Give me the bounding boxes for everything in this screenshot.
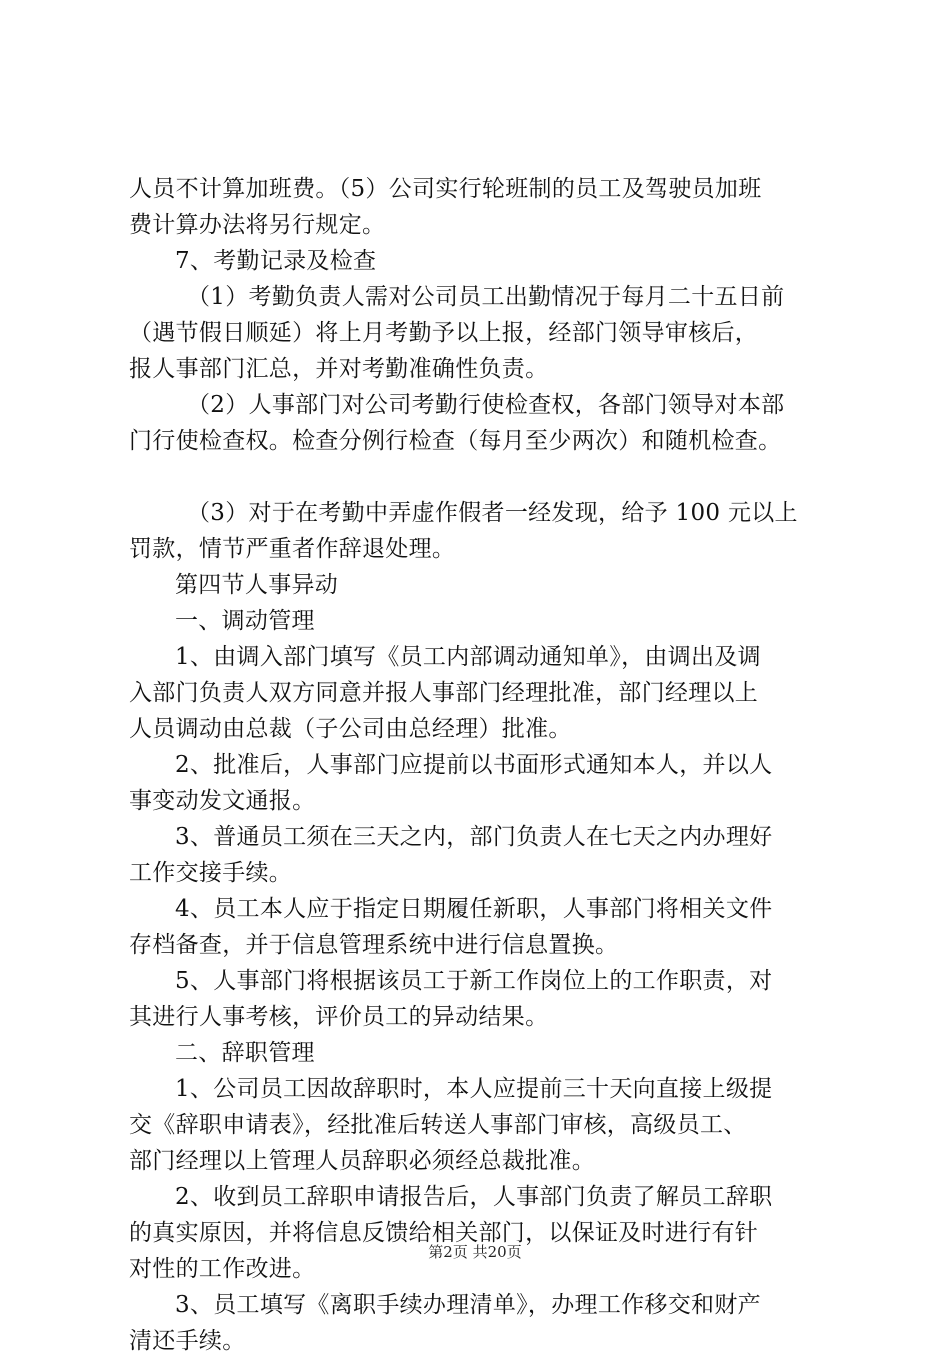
text-line: （3）对于在考勤中弄虚作假者一经发现，给予 100 元以上 bbox=[187, 500, 798, 526]
subsection-heading: 一、调动管理 bbox=[175, 608, 315, 634]
section-heading: 第四节人事异动 bbox=[175, 572, 339, 598]
section-heading: 7、考勤记录及检查 bbox=[175, 248, 377, 274]
text-line: 工作交接手续。 bbox=[129, 860, 293, 886]
text-line: 清还手续。 bbox=[129, 1328, 246, 1354]
text-line: 人员调动由总裁（子公司由总经理）批准。 bbox=[129, 716, 572, 742]
text-line: 人员不计算加班费。（5）公司实行轮班制的员工及驾驶员加班 bbox=[129, 176, 762, 202]
subsection-heading: 二、辞职管理 bbox=[175, 1040, 315, 1066]
blank-line bbox=[129, 459, 841, 495]
text-line: 1、公司员工因故辞职时，本人应提前三十天向直接上级提 bbox=[175, 1076, 773, 1102]
text-line: 2、收到员工辞职申请报告后，人事部门负责了解员工辞职 bbox=[175, 1184, 773, 1210]
text-line: （1）考勤负责人需对公司员工出勤情况于每月二十五日前 bbox=[187, 284, 785, 310]
text-line: 的真实原因，并将信息反馈给相关部门，以保证及时进行有针 bbox=[129, 1220, 759, 1246]
text-line: 报人事部门汇总，并对考勤准确性负责。 bbox=[129, 356, 549, 382]
text-line: 1、由调入部门填写《员工内部调动通知单》，由调出及调 bbox=[175, 644, 761, 670]
text-line: 4、员工本人应于指定日期履任新职，人事部门将相关文件 bbox=[175, 896, 773, 922]
text-line: （遇节假日顺延）将上月考勤予以上报，经部门领导审核后， bbox=[129, 320, 759, 346]
text-line: 事变动发文通报。 bbox=[129, 788, 316, 814]
text-line: 3、普通员工须在三天之内，部门负责人在七天之内办理好 bbox=[175, 824, 773, 850]
text-line: 门行使检查权。检查分例行检查（每月至少两次）和随机检查。 bbox=[129, 428, 782, 454]
document-body bbox=[129, 171, 841, 1359]
text-line: 部门经理以上管理人员辞职必须经总裁批准。 bbox=[129, 1148, 595, 1174]
text-line: 存档备查，并于信息管理系统中进行信息置换。 bbox=[129, 932, 619, 958]
text-line: 其进行人事考核，评价员工的异动结果。 bbox=[129, 1004, 549, 1030]
text-line: 入部门负责人双方同意并报人事部门经理批准，部门经理以上 bbox=[129, 680, 759, 706]
text-line: 5、人事部门将根据该员工于新工作岗位上的工作职责，对 bbox=[175, 968, 773, 994]
text-line: 费计算办法将另行规定。 bbox=[129, 212, 386, 238]
text-line: 罚款，情节严重者作辞退处理。 bbox=[129, 536, 456, 562]
text-line: 2、批准后，人事部门应提前以书面形式通知本人，并以人 bbox=[175, 752, 773, 778]
page-number-footer: 第2页 共20页 bbox=[428, 1243, 522, 1261]
text-line: 对性的工作改进。 bbox=[129, 1256, 316, 1282]
text-line: （2）人事部门对公司考勤行使检查权，各部门领导对本部 bbox=[187, 392, 785, 418]
text-line: 3、员工填写《离职手续办理清单》，办理工作移交和财产 bbox=[175, 1292, 761, 1318]
text-line: 交《辞职申请表》，经批准后转送人事部门审核，高级员工、 bbox=[129, 1112, 747, 1138]
